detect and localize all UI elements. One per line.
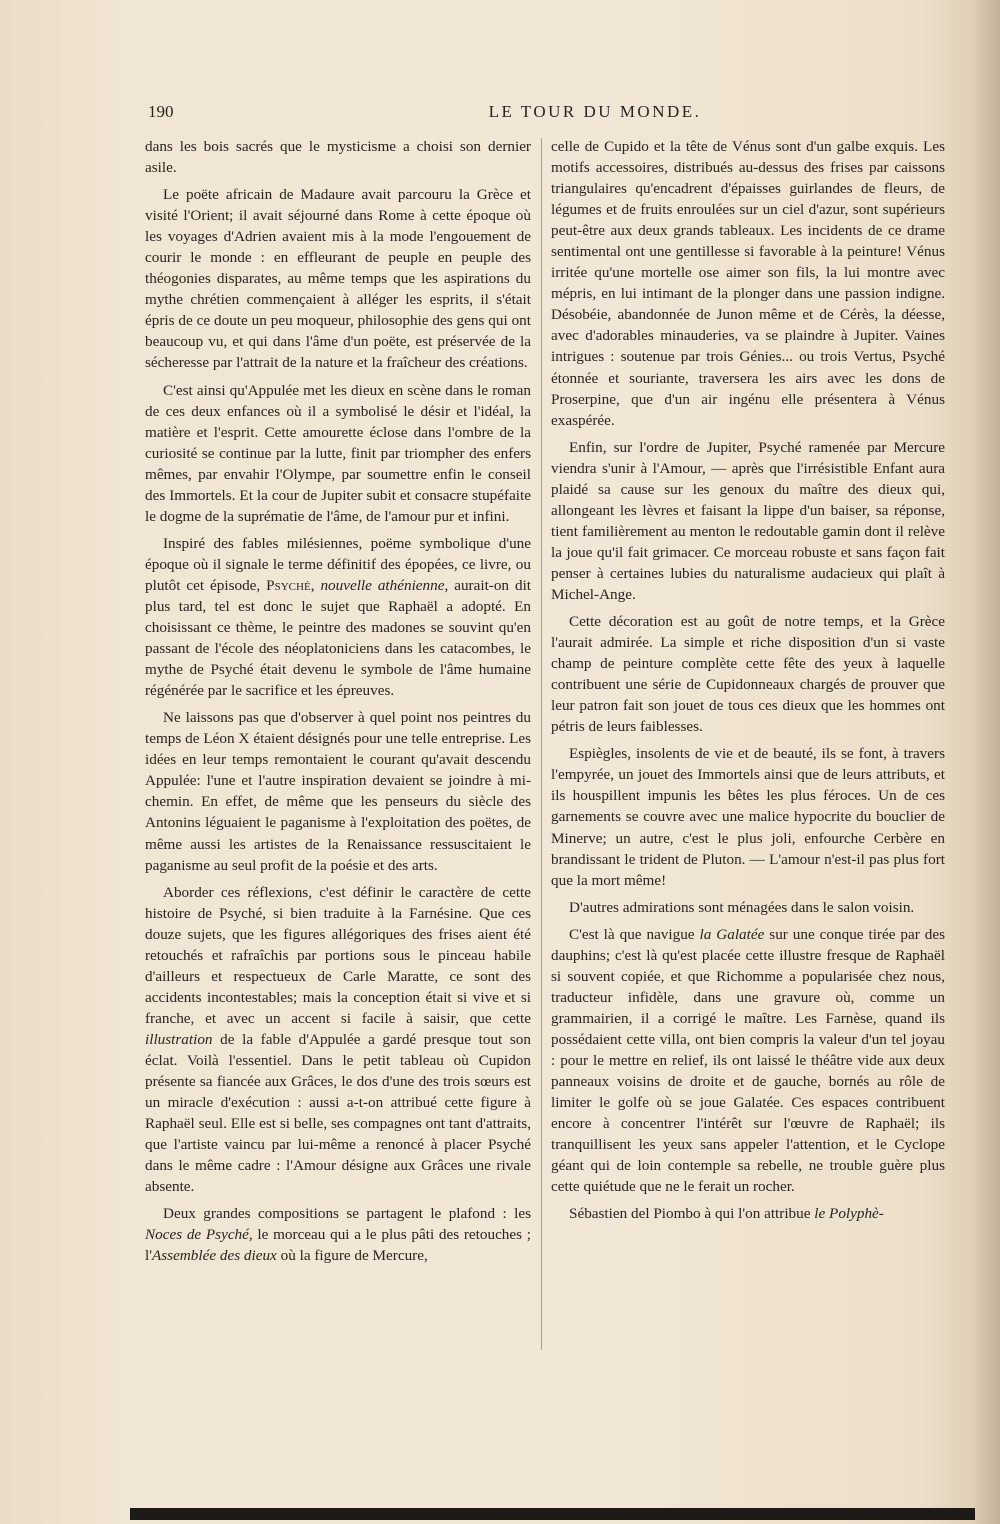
paragraph	[145, 533, 531, 701]
running-title: LE TOUR DU MONDE.	[488, 102, 702, 121]
text-run: sur une conque tirée par des dauphins; c'est là qu'est placée cette illustre fresque de Raphaël si souvent copiée, et que Richomme a popularisée chez nous, traducteur infidèle, dans une gravure où, comme un grammairien, il a corrigé le maître. Les Farnèse, quand ils possédaient cette villa, ont bien compris la valeur d'un tel joyau : pour le mettre en relief, ils ont laissé le théâtre vide aux deux panneaux voisins de droite et de gauche, bornés au rôle de limiter le golfe où se joue Galatée. Ces espaces contribuent encore à concentrer l'intérêt sur l'œuvre de Raphaël; ils tranquillisent les yeux sans appeler l'attention, et le Cyclope géant qui de loin contemple sa rebelle, ne trouble guère plus cette quiétude que ne le ferait un rocher.	[551, 925, 945, 1196]
paragraph: Espiègles, insolents de vie et de beauté, ils se font, à travers l'empyrée, un jouet des Immortels ainsi que de leurs attributs, et ils houspillent impunis les bêtes les plus féroces. Un de ces garnements se couvre avec une malice hypocrite du bouclier de Minerve; un autre, c'est le plus joli, enfourche Cerbère en brandissant le trident de Pluton. — L'amour n'est-il pas plus fort que la mort même!	[551, 745, 945, 889]
text-run: Aborder ces réflexions, c'est définir le caractère de cette histoire de Psyché, si bien traduite à la Farnésine. Que ces douze sujets, que les figures allégoriques des frises aient été retouchés et rafraîchis par portions sous le pinceau habile d'ailleurs et respectueux de Carle Maratte, ce sont des accidents incontestables; mais la conception était si vive et si franche, et avec un accent si facile à saisir, que cette	[145, 883, 531, 1027]
text-run: Deux grandes compositions se partagent le plafond : les	[163, 1205, 531, 1223]
paragraph: Ne laissons pas que d'observer à quel point nos peintres du temps de Léon X étaient désignés pour une telle entreprise. Les idées en leur temps remontaient le courant qu'avait descendu Appulée: l'une et l'autre inspiration devaient se joindre à mi-chemin. En effet, de même que les penseurs du siècle des Antonins léguaient le paganisme à l'exploitation des poëtes, de même aussi les artistes de la Renaissance ressuscitaient le paganisme au seul profit de la poésie et des arts.	[145, 709, 531, 874]
italic-phrase: illustration	[145, 1030, 213, 1048]
page-header	[145, 100, 947, 126]
title-small-caps: Psyché	[266, 576, 311, 594]
paragraph: dans les bois sacrés que le mysticisme a choisi son dernier asile.	[145, 138, 531, 177]
text-run: ,	[310, 576, 321, 594]
paragraph: Enfin, sur l'ordre de Jupiter, Psyché ramenée par Mercure viendra s'unir à l'Amour, — après que l'irrésistible Enfant aura plaidé sa cause sur les genoux du maître des dieux qui, allongeant les lèvres et faisant la lippe d'un baiser, sa réponse, tient familièrement au menton le redoutable gamin dont il relève la joue qu'il fait grimacer. Ce morceau robuste et sans façon fait penser à certaines lubies du naturalisme audacieux qui plaît à Michel-Ange.	[551, 438, 945, 603]
paragraph	[145, 882, 531, 1198]
text-run: , aurait-on dit plus tard, tel est donc le sujet que Raphaël a adopté. En choisissant ce thème, le peintre des madones se souvint qu'en passant de l'école des néoplatoniciens dans les catacombes, le mythe de Psyché était devenu le symbole de l'âme humaine régénérée par le sacrifice et les épreuves.	[145, 576, 532, 700]
italic-phrase: nouvelle athénienne	[320, 576, 445, 594]
right-column	[551, 136, 945, 1230]
paragraph: C'est ainsi qu'Appulée met les dieux en scène dans le roman de ces deux enfances où il a symbolisé le désir et l'idéal, la matière et l'esprit. Cette amourette éclose dans l'ombre de la curiosité se continue par la lutte, finit par triompher des enfers mêmes, par envahir l'Olympe, par soumettre enfin le conseil des Immortels. Et la cour de Jupiter subit et consacre stupéfaite le dogme de la suprématie de l'âme, de l'amour pur et infini.	[145, 381, 531, 525]
paragraph: celle de Cupido et la tête de Vénus sont d'un galbe exquis. Les motifs accessoires, distribués au-dessus des frises par caissons triangulaires qu'encadrent d'épaisses guirlandes de fleurs, de légumes et de fruits enroulées sur un ciel d'azur, sont supérieurs peut-être aux deux grands tableaux. Les incidents de ce drame sentimental ont une gentillesse si favorable à la peinture! Vénus irritée qu'une mortelle ose aimer son fils, la lui montre avec mépris, en lui intimant de la plonger dans une passion indigne. Désobéie, abandonnée de Junon même et de Cérès, la déesse, avec d'adorables minauderies, va se plaindre à Jupiter. Vaines intrigues : soutenue par trois Génies... ou trois Vertus, Psyché étonnée et souriante, traversera les airs avec les dons de Proserpine, que d'un air ingénu elle présentera à Vénus exaspérée.	[551, 138, 945, 429]
italic-phrase: la Galatée	[699, 925, 765, 943]
left-column	[145, 136, 531, 1272]
paragraph: Cette décoration est au goût de notre temps, et la Grèce l'aurait admirée. La simple et riche disposition d'un si vaste champ de peinture complète cette fête des yeux à laquelle contribuent une série de Cupidonneaux chargés de prouver que leur patron fait son jouet de tous ces dieux que les hommes ont pétris de leurs faiblesses.	[551, 613, 945, 736]
scan-bottom-bar	[130, 1508, 975, 1520]
paragraph	[551, 924, 945, 1198]
column-divider	[541, 138, 542, 1350]
paragraph: Le poëte africain de Madaure avait parcouru la Grèce et visité l'Orient; il avait séjourné dans Rome à cette époque où les voyages d'Adrien avaient mis à la mode l'engouement de courir le monde : en effleurant de peuple en peuple des théogonies disparates, au même temps que les aspirations du mythe chrétien commençaient à alléger les esprits, il s'était épris de ce doute un peu moqueur, philosophie des gens qui ont beaucoup vu, et qui dans l'âme d'un poëte, est préservée de la sécheresse par l'attrait de la nature et la fraîcheur des créations.	[145, 186, 531, 372]
text-run: , le morceau qui a le plus pâti des retouches ; l'	[145, 1226, 531, 1265]
text-run: Sébastien del Piombo à qui l'on attribue	[569, 1205, 815, 1223]
page-number: 190	[148, 102, 174, 121]
text-run: où la figure de Mercure,	[276, 1247, 428, 1265]
text-run: C'est là que navigue	[569, 925, 700, 943]
paragraph	[551, 1203, 945, 1224]
paragraph: D'autres admirations sont ménagées dans le salon voisin.	[569, 898, 915, 916]
italic-phrase: le Polyphè-	[814, 1205, 884, 1223]
italic-phrase: Assemblée des dieux	[151, 1247, 277, 1265]
text-run: Inspiré des fables milésiennes, poëme symbolique d'une époque où il signale le terme définitif des épopées, ce livre, ou plutôt cet épisode,	[145, 534, 531, 594]
paragraph	[145, 1203, 531, 1266]
page-edge-shadow	[972, 0, 1000, 1524]
text-run: de la fable d'Appulée a gardé presque tout son éclat. Voilà l'essentiel. Dans le petit tableau où Cupidon présente sa fiancée aux Grâces, le dos d'une des trois sœurs est un miracle d'exécution : aussi a-t-on attribué cette figure à Raphaël seul. Elle est si belle, ses compagnes ont tant d'attraits, que l'artiste vaincu par lui-même a renoncé à placer Psyché dans le même cadre : l'Amour désigne aux Grâces une rivale absente.	[145, 1030, 531, 1196]
italic-phrase: Noces de Psyché	[145, 1226, 249, 1244]
